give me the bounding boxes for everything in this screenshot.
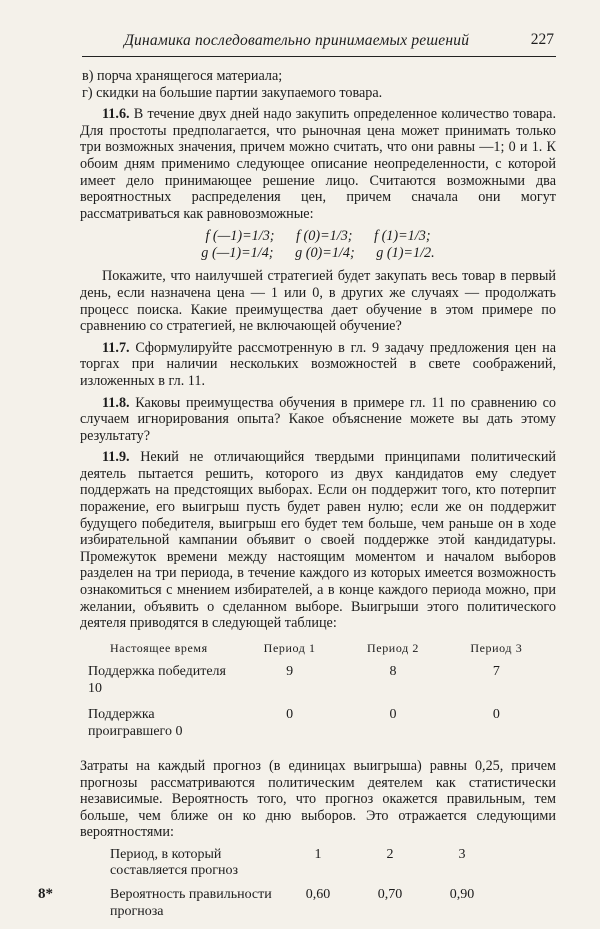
f-1: f (1)=1/3; <box>374 228 431 245</box>
table-header: Период 2 <box>367 640 419 655</box>
f-0: f (0)=1/3; <box>296 228 353 245</box>
table-header: Период 1 <box>263 640 316 655</box>
f-distribution <box>80 228 556 245</box>
g-distribution <box>80 245 556 262</box>
problem-11-6-continued: Покажите, что наилучшей стратегией будет закупать весь товар в первый день, если назначена цена — 1 или 0, в других же случаях — продолжать процесс поиска. Какие преимущества дает обучение в этом примере по сравнению со стратегией, не включающей обучение? <box>80 268 556 335</box>
table-cell: 9 <box>286 664 294 680</box>
problem-text: Некий не отличающийся твердыми принципами политический деятель пытается решить, которого из двух кандидатов ему следует поддержать на предстоящих выборах. Если он поддержит того, кто потерпит поражение, его выигрыш пусть будет равен нулю; если же он поддержит будущего победителя, выигрыш его будет тем больше, чем раньше он в ходе избирательной кампании объявит о своей поддержке этой кандидатуры. Промежуток времени между настоящим моментом и началом выборов разделен на три периода, в течение каждого из которых имеется возможность ознакомиться с мнением избирателей, а в конце каждого периода можно, при желании, объявить о сделанном выборе. Выигрыши этого политического деятеля приводятся в следующей таблице: <box>80 449 556 632</box>
table-cell: 2 <box>386 847 394 862</box>
table-header-row <box>88 640 548 665</box>
row-label: Вероятность правильности прогноза <box>110 887 272 919</box>
problem-text: В течение двух дней надо закупить определенное количество товара. Для простоты предполагается, что рыночная цена может принимать только три возможных значения, причем можно считать, что они равны —1; 0 и 1. К обоим дням применимо следующее описание неопределенности, с которой имеет дело принимающее решение лицо. Считаются возможными два вероятностных распределения цен, причем сначала они могут рассматриваться как равновозможные: <box>80 106 557 222</box>
table-header: Настоящее время <box>110 640 208 655</box>
table-cell: 7 <box>492 664 500 680</box>
page-body <box>80 68 556 928</box>
equations <box>80 228 556 262</box>
table-cell: 0 <box>286 707 294 723</box>
row-label: Период, в который составляется прогноз <box>110 847 239 879</box>
page-number: 227 <box>530 31 554 48</box>
table-cell: 0 <box>389 707 397 723</box>
g-0: g (0)=1/4; <box>295 245 355 262</box>
probability-table <box>110 847 498 928</box>
row-label: Поддержка победителя 10 <box>88 664 226 696</box>
payoff-table <box>88 640 548 750</box>
problem-text: Сформулируйте рассмотренную в гл. 9 задачу предложения цен на торгах при наличии нескольких возможностей в свете соображений, изложенных в гл. 11. <box>80 339 557 389</box>
table-row <box>88 664 548 707</box>
list-item-g: г) скидки на большие партии закупаемого товара. <box>82 84 383 101</box>
problem-number: 11.9. <box>102 449 130 466</box>
problem-11-9 <box>80 449 556 632</box>
list-item-v: в) порча хранящегося материала; <box>82 68 283 84</box>
f-minus-1: f (—1)=1/3; <box>205 228 275 245</box>
table-cell: 0,60 <box>305 887 331 903</box>
table-cell: 8 <box>389 664 397 680</box>
problem-number: 11.7. <box>102 339 130 356</box>
table-cell: 0,70 <box>377 887 403 903</box>
table-cell: 0 <box>492 707 500 723</box>
table-cell: 0,90 <box>449 887 475 903</box>
table-row <box>110 847 498 887</box>
problem-number: 11.8. <box>102 394 130 411</box>
row-label: Поддержка проигравшего 0 <box>88 707 183 739</box>
table-row <box>88 707 548 750</box>
signature-mark: 8* <box>38 886 53 902</box>
header-title: Динамика последовательно принимаемых решений <box>124 32 470 49</box>
problem-number: 11.6. <box>102 106 130 123</box>
problem-11-7 <box>80 340 556 390</box>
forecast-costs-paragraph: Затраты на каждый прогноз (в единицах выигрыша) равны 0,25, причем прогнозы рассматриваются политическим деятелем как статистически независимые. Вероятность того, что прогноз окажется правильным, тем больше, чем ближе он ко дню выборов. Это отражается следующими вероятностями: <box>80 758 556 841</box>
table-cell: 3 <box>458 847 466 862</box>
table-cell: 1 <box>314 847 322 862</box>
problem-11-6 <box>80 106 556 222</box>
table-row <box>110 887 498 927</box>
g-1: g (1)=1/2. <box>376 245 435 262</box>
table-header: Период 3 <box>470 640 523 655</box>
problem-text: Каковы преимущества обучения в примере гл. 11 по сравнению со случаем игнорирования опыта? Какое объяснение можете вы дать этому результату? <box>80 394 557 444</box>
problem-11-8 <box>80 395 556 445</box>
running-header <box>82 32 556 57</box>
g-minus-1: g (—1)=1/4; <box>201 245 274 262</box>
